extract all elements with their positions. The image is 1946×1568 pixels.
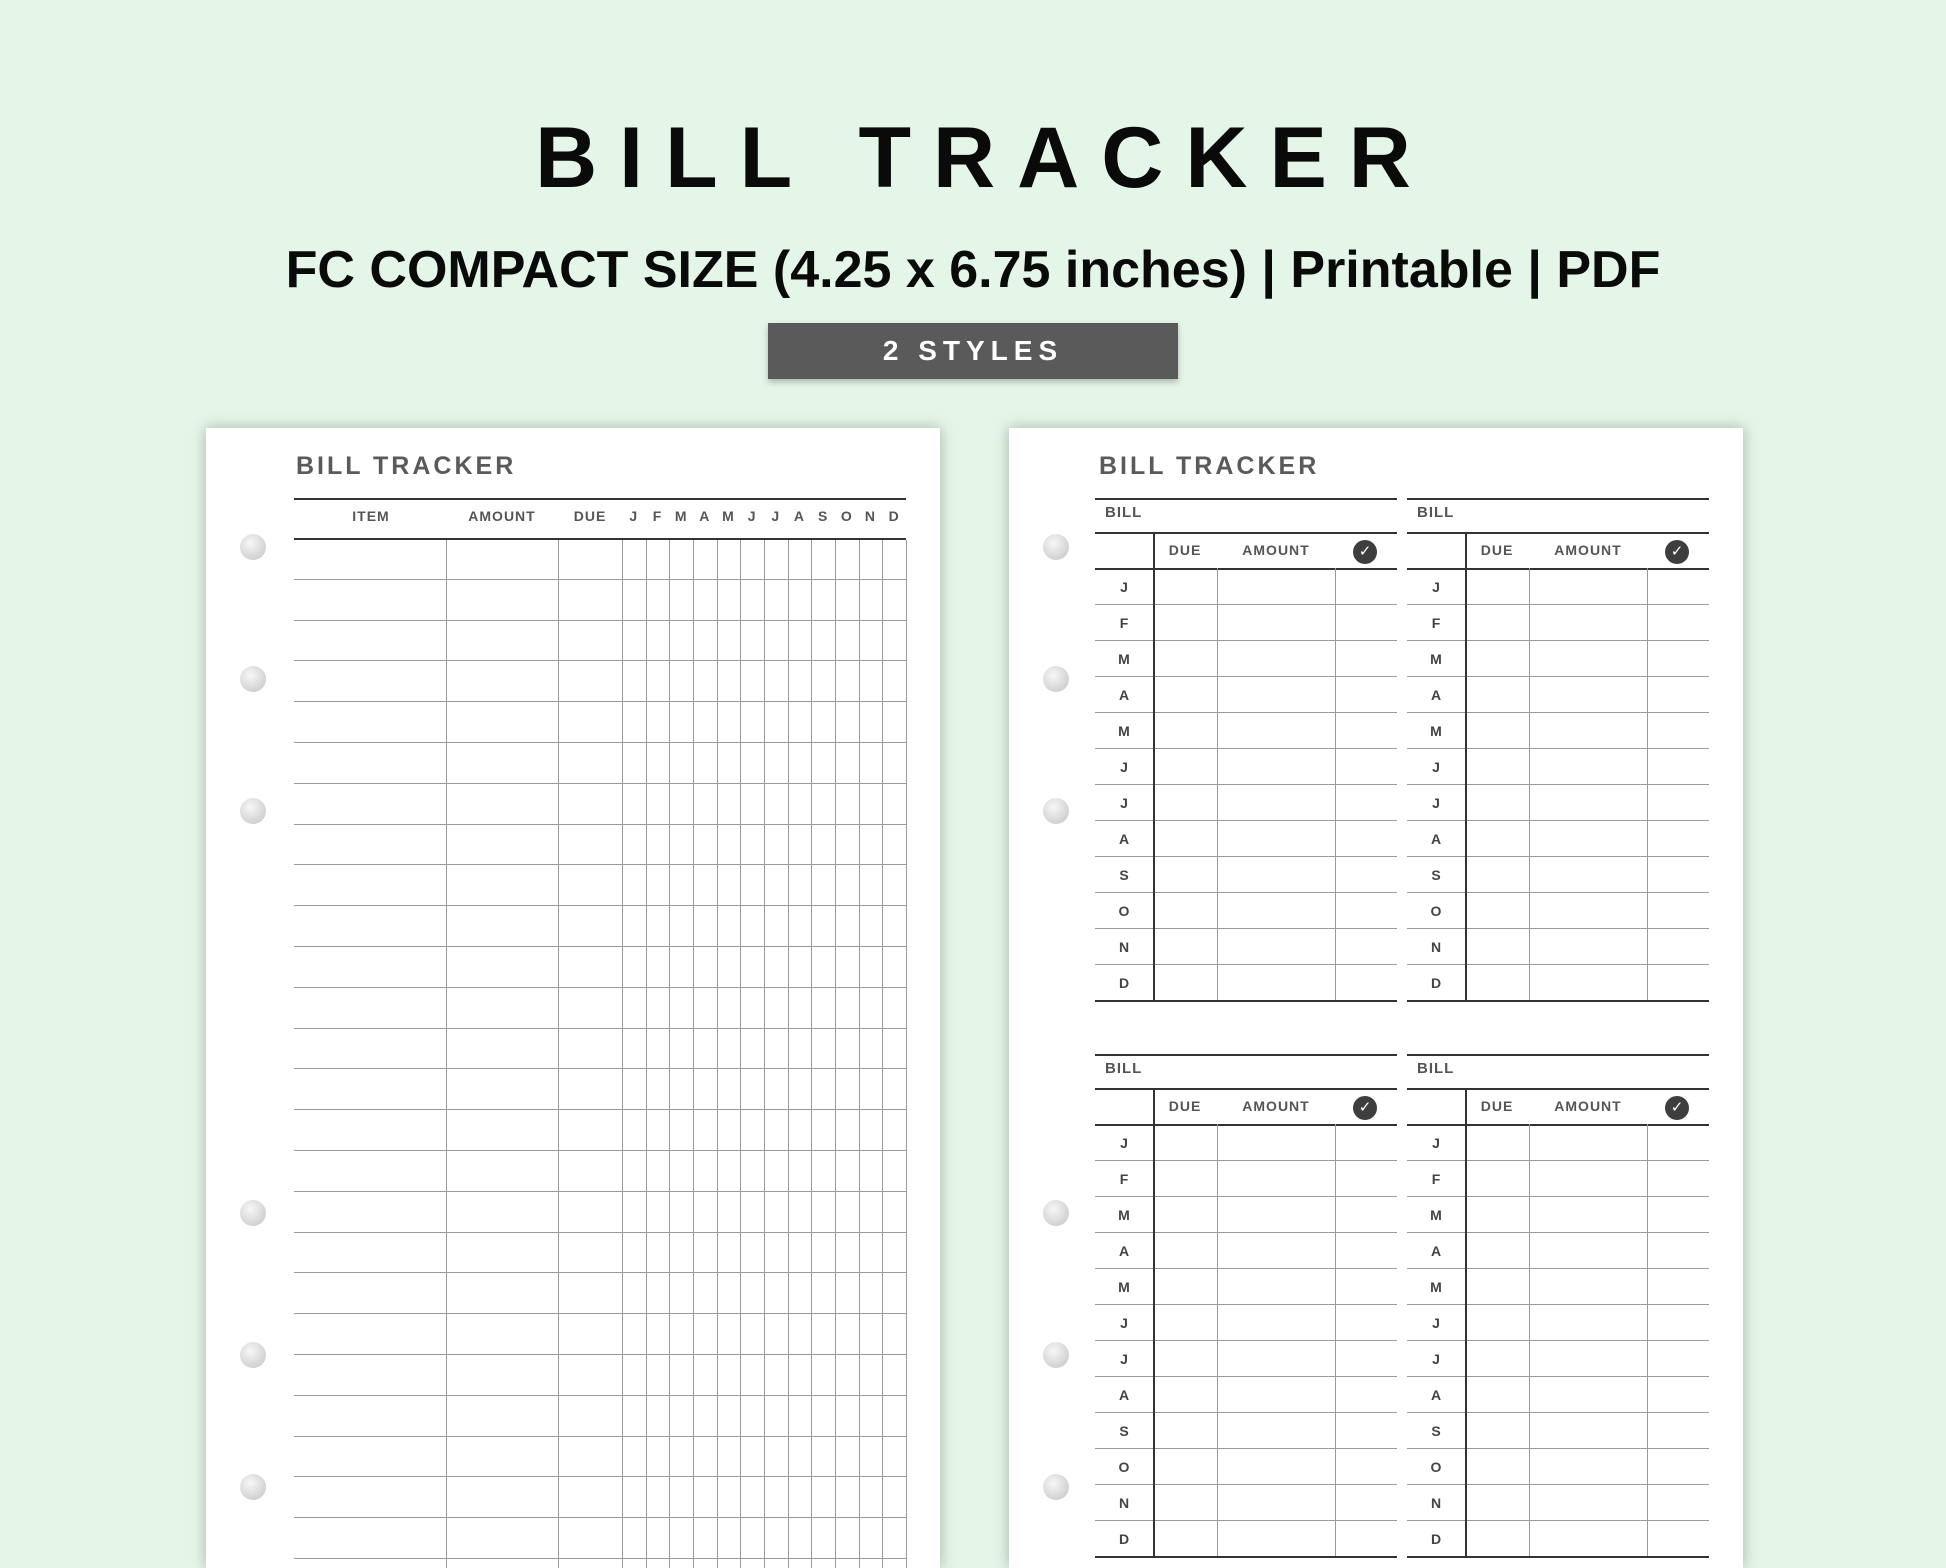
- month-row-rule: [1095, 784, 1397, 785]
- month-row-rule: [1407, 892, 1709, 893]
- bill-label: BILL: [1105, 1060, 1143, 1077]
- month-label: J: [1432, 759, 1440, 775]
- month-label: N: [1430, 1495, 1442, 1511]
- row-rule: [294, 1068, 906, 1069]
- binder-hole: [1043, 666, 1069, 692]
- row-rule: [294, 1191, 906, 1192]
- month-label: M: [1118, 723, 1130, 739]
- check-circle-icon: ✓: [1353, 1096, 1377, 1120]
- month-label: J: [1120, 1351, 1128, 1367]
- month-header: D: [888, 508, 900, 524]
- bill-top-rule: [1407, 498, 1709, 500]
- binder-hole: [1043, 1342, 1069, 1368]
- check-circle-icon: ✓: [1665, 540, 1689, 564]
- month-col-rule: [1465, 1088, 1467, 1556]
- right-sheet-title: BILL TRACKER: [1099, 452, 1320, 480]
- row-rule: [294, 1028, 906, 1029]
- amount-label: AMOUNT: [1242, 542, 1310, 558]
- column-rule: [811, 540, 812, 1568]
- month-label: F: [1431, 1171, 1441, 1187]
- binder-hole: [1043, 534, 1069, 560]
- month-row-rule: [1407, 1232, 1709, 1233]
- month-row-rule: [1407, 1196, 1709, 1197]
- due-label: DUE: [1480, 542, 1514, 558]
- month-label: D: [1430, 975, 1442, 991]
- month-row-rule: [1407, 1304, 1709, 1305]
- page-title: BILL TRACKER: [535, 110, 1433, 206]
- month-header: J: [771, 508, 781, 524]
- header-bottom-rule: [1407, 1124, 1709, 1126]
- col-amount-label: AMOUNT: [468, 508, 536, 524]
- binder-hole: [240, 1200, 266, 1226]
- row-rule: [294, 1558, 906, 1559]
- amount-label: AMOUNT: [1554, 1098, 1622, 1114]
- month-label: N: [1430, 939, 1442, 955]
- styles-badge: 2 STYLES: [768, 323, 1178, 379]
- bill-name-rule: [1095, 532, 1397, 534]
- month-row-rule: [1095, 1448, 1397, 1449]
- bill-top-rule: [1407, 1054, 1709, 1056]
- row-rule: [294, 1109, 906, 1110]
- month-label: M: [1430, 1279, 1442, 1295]
- column-rule: [859, 540, 860, 1568]
- header-bottom-rule: [294, 538, 906, 540]
- month-col-rule: [1153, 532, 1155, 1000]
- month-header: O: [840, 508, 853, 524]
- due-col-rule: [1217, 568, 1218, 1000]
- due-col-rule: [1529, 568, 1530, 1000]
- header-bottom-rule: [1407, 568, 1709, 570]
- month-row-rule: [1095, 820, 1397, 821]
- month-label: J: [1432, 1351, 1440, 1367]
- month-row-rule: [1095, 676, 1397, 677]
- month-label: A: [1118, 687, 1130, 703]
- month-label: O: [1118, 1459, 1130, 1475]
- month-row-rule: [1095, 712, 1397, 713]
- binder-hole: [1043, 1474, 1069, 1500]
- month-label: J: [1120, 795, 1128, 811]
- month-row-rule: [1407, 820, 1709, 821]
- month-row-rule: [1407, 1160, 1709, 1161]
- page-subtitle: FC COMPACT SIZE (4.25 x 6.75 inches) | Printable | PDF: [285, 241, 1661, 299]
- month-label: A: [1430, 831, 1442, 847]
- row-rule: [294, 905, 906, 906]
- row-rule: [294, 1150, 906, 1151]
- month-row-rule: [1407, 748, 1709, 749]
- bill-name-rule: [1095, 1088, 1397, 1090]
- amount-col-rule: [1335, 1124, 1336, 1556]
- column-rule: [669, 540, 670, 1568]
- month-label: J: [1432, 795, 1440, 811]
- month-header: F: [652, 508, 663, 524]
- month-label: A: [1430, 687, 1442, 703]
- col-item-label: ITEM: [352, 508, 390, 524]
- month-col-rule: [1465, 532, 1467, 1000]
- row-rule: [294, 1272, 906, 1273]
- month-row-rule: [1095, 928, 1397, 929]
- row-rule: [294, 742, 906, 743]
- amount-col-rule: [1647, 1124, 1648, 1556]
- month-label: S: [1119, 867, 1129, 883]
- month-label: J: [1432, 579, 1440, 595]
- month-label: F: [1119, 1171, 1129, 1187]
- column-rule: [558, 540, 559, 1568]
- row-rule: [294, 783, 906, 784]
- bill-top-rule: [1095, 498, 1397, 500]
- month-row-rule: [1095, 1376, 1397, 1377]
- month-row-rule: [1407, 640, 1709, 641]
- month-row-rule: [1407, 1556, 1709, 1558]
- check-circle-icon: ✓: [1665, 1096, 1689, 1120]
- month-row-rule: [1095, 1268, 1397, 1269]
- month-label: A: [1118, 831, 1130, 847]
- month-row-rule: [1095, 1484, 1397, 1485]
- column-rule: [717, 540, 718, 1568]
- month-row-rule: [1407, 964, 1709, 965]
- row-rule: [294, 701, 906, 702]
- amount-label: AMOUNT: [1554, 542, 1622, 558]
- bill-block: [1407, 498, 1709, 1018]
- bill-block: [1095, 498, 1397, 1018]
- bill-label: BILL: [1105, 504, 1143, 521]
- month-label: D: [1118, 1531, 1130, 1547]
- month-label: M: [1430, 1207, 1442, 1223]
- amount-col-rule: [1647, 568, 1648, 1000]
- month-label: S: [1119, 1423, 1129, 1439]
- row-rule: [294, 660, 906, 661]
- month-label: J: [1120, 1135, 1128, 1151]
- month-row-rule: [1095, 892, 1397, 893]
- month-label: O: [1430, 1459, 1442, 1475]
- month-row-rule: [1095, 1520, 1397, 1521]
- month-row-rule: [1095, 1160, 1397, 1161]
- binder-hole: [240, 534, 266, 560]
- amount-col-rule: [1335, 568, 1336, 1000]
- month-label: D: [1430, 1531, 1442, 1547]
- month-label: N: [1118, 939, 1130, 955]
- month-label: M: [1118, 1279, 1130, 1295]
- column-rule: [446, 540, 447, 1568]
- month-row-rule: [1095, 1232, 1397, 1233]
- month-row-rule: [1407, 1340, 1709, 1341]
- month-label: A: [1430, 1243, 1442, 1259]
- month-row-rule: [1095, 856, 1397, 857]
- row-rule: [294, 1395, 906, 1396]
- binder-hole: [240, 798, 266, 824]
- row-rule: [294, 864, 906, 865]
- month-row-rule: [1095, 1340, 1397, 1341]
- header-bottom-rule: [1095, 568, 1397, 570]
- month-row-rule: [1095, 964, 1397, 965]
- month-label: O: [1118, 903, 1130, 919]
- month-row-rule: [1407, 712, 1709, 713]
- month-row-rule: [1407, 1484, 1709, 1485]
- month-row-rule: [1095, 604, 1397, 605]
- month-header: A: [699, 508, 711, 524]
- due-label: DUE: [1168, 542, 1202, 558]
- column-rule: [740, 540, 741, 1568]
- header-bottom-rule: [1095, 1124, 1397, 1126]
- month-row-rule: [1407, 676, 1709, 677]
- binder-hole: [1043, 1200, 1069, 1226]
- month-row-rule: [1407, 1520, 1709, 1521]
- month-row-rule: [1095, 640, 1397, 641]
- month-label: J: [1432, 1315, 1440, 1331]
- month-row-rule: [1407, 784, 1709, 785]
- bill-label: BILL: [1417, 504, 1455, 521]
- month-header: A: [793, 508, 806, 524]
- row-rule: [294, 987, 906, 988]
- month-label: S: [1431, 1423, 1441, 1439]
- bill-name-rule: [1407, 1088, 1709, 1090]
- due-col-rule: [1529, 1124, 1530, 1556]
- row-rule: [294, 1517, 906, 1518]
- bill-block: [1407, 1054, 1709, 1568]
- month-label: A: [1118, 1387, 1130, 1403]
- amount-label: AMOUNT: [1242, 1098, 1310, 1114]
- column-rule: [764, 540, 765, 1568]
- column-rule: [882, 540, 883, 1568]
- column-rule: [906, 540, 907, 1568]
- month-row-rule: [1095, 1000, 1397, 1002]
- column-rule: [646, 540, 647, 1568]
- row-rule: [294, 946, 906, 947]
- column-rule: [788, 540, 789, 1568]
- month-header: N: [864, 508, 877, 524]
- month-header: J: [747, 508, 757, 524]
- binder-hole: [240, 666, 266, 692]
- binder-hole: [240, 1342, 266, 1368]
- binder-hole: [240, 1474, 266, 1500]
- month-header: S: [817, 508, 829, 524]
- month-label: M: [1430, 723, 1442, 739]
- row-rule: [294, 1354, 906, 1355]
- month-header: M: [674, 508, 688, 524]
- month-label: A: [1430, 1387, 1442, 1403]
- row-rule: [294, 1313, 906, 1314]
- bill-top-rule: [1095, 1054, 1397, 1056]
- column-rule: [835, 540, 836, 1568]
- bill-block: [1095, 1054, 1397, 1568]
- month-label: N: [1118, 1495, 1130, 1511]
- month-label: A: [1118, 1243, 1130, 1259]
- due-col-rule: [1217, 1124, 1218, 1556]
- month-row-rule: [1095, 1196, 1397, 1197]
- bill-name-rule: [1407, 532, 1709, 534]
- left-sheet-preview: [206, 428, 940, 1568]
- col-due-label: DUE: [573, 508, 607, 524]
- row-rule: [294, 1476, 906, 1477]
- row-rule: [294, 1436, 906, 1437]
- month-label: J: [1432, 1135, 1440, 1151]
- check-circle-icon: ✓: [1353, 540, 1377, 564]
- month-label: F: [1119, 615, 1129, 631]
- bill-label: BILL: [1417, 1060, 1455, 1077]
- month-label: O: [1430, 903, 1442, 919]
- month-label: S: [1431, 867, 1441, 883]
- month-header: M: [722, 508, 735, 524]
- column-rule: [693, 540, 694, 1568]
- row-rule: [294, 824, 906, 825]
- month-label: M: [1118, 651, 1130, 667]
- month-row-rule: [1095, 1556, 1397, 1558]
- month-label: D: [1118, 975, 1130, 991]
- binder-hole: [1043, 798, 1069, 824]
- due-label: DUE: [1480, 1098, 1514, 1114]
- left-sheet-title: BILL TRACKER: [296, 452, 517, 480]
- month-label: M: [1430, 651, 1442, 667]
- row-rule: [294, 620, 906, 621]
- header-top-rule: [294, 498, 906, 500]
- due-label: DUE: [1168, 1098, 1202, 1114]
- month-row-rule: [1407, 1000, 1709, 1002]
- month-row-rule: [1095, 1412, 1397, 1413]
- month-label: J: [1120, 1315, 1128, 1331]
- month-row-rule: [1407, 1268, 1709, 1269]
- month-row-rule: [1407, 1412, 1709, 1413]
- month-row-rule: [1407, 1376, 1709, 1377]
- month-header: J: [629, 508, 639, 524]
- right-sheet-preview: [1009, 428, 1743, 1568]
- month-row-rule: [1407, 856, 1709, 857]
- month-row-rule: [1407, 928, 1709, 929]
- month-label: M: [1118, 1207, 1130, 1223]
- row-rule: [294, 1232, 906, 1233]
- month-label: J: [1120, 759, 1128, 775]
- month-row-rule: [1407, 604, 1709, 605]
- month-label: J: [1120, 579, 1128, 595]
- column-rule: [622, 540, 623, 1568]
- month-row-rule: [1407, 1448, 1709, 1449]
- month-row-rule: [1095, 748, 1397, 749]
- row-rule: [294, 579, 906, 580]
- month-col-rule: [1153, 1088, 1155, 1556]
- month-label: F: [1431, 615, 1441, 631]
- month-row-rule: [1095, 1304, 1397, 1305]
